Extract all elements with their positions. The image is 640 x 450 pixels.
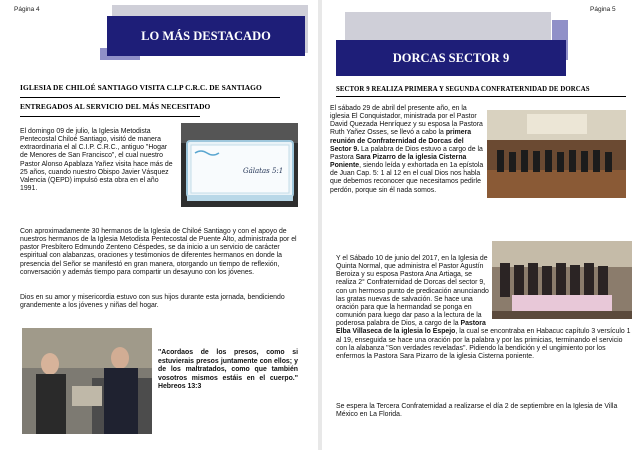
article-title: IGLESIA DE CHILOÉ SANTIAGO VISITA C.I.P C.R.C. DE SANTIAGO: [20, 83, 262, 92]
couple-illustration: [22, 328, 152, 434]
right-page: [322, 0, 640, 450]
left-page: [0, 0, 318, 450]
paragraph-text: , siendo leída y exhortada en 1a epístola de Juan Cap. 5: 1 al 12 en el cual Dios nos habla que debemos reconocer que necesitamos pedirle perdón, porque sin él nada somos.: [330, 162, 484, 194]
article-subtitle: ENTREGADOS AL SERVICIO DEL MÁS NECESITADO: [20, 102, 211, 111]
paragraph-bold: primera reunión de Confraternidad de Dorcas del Sector 9.: [330, 129, 472, 153]
article-paragraph: Dios en su amor y misericordia estuvo con sus hijos durante esta jornada, bendiciendo grandemente a los jóvenes y niñas del hogar.: [20, 294, 285, 310]
paragraph-bold: Sara Pizarro de la iglesia Cisterna Poniente: [330, 153, 467, 170]
page-number: Página 4: [14, 6, 40, 13]
paragraph-bold: Pastora Elba Villaseca de la iglesia lo Espejo: [336, 320, 486, 336]
article-paragraph: [336, 255, 632, 361]
subtitle-rule: [20, 116, 200, 117]
paragraph-text: , la cual se encontraba en Habacuc capítulo 3 versículo 1 al 19, enseguida se hace una oración por la palabra y por las primicias, terminando el servicio con la alabanza "Son verdades reveladas". Pidiendo la bendición y el ungimiento por los enfermos la Pastora Sara Pizarro de la iglesia Cisterna poniente.: [336, 328, 631, 360]
banner-title: LO MÁS DESTACADO: [107, 16, 305, 56]
banner-title: DORCAS SECTOR 9: [336, 40, 566, 76]
article-paragraph: El domingo 09 de julio, la Iglesia Metodista Pentecostal Chiloé Santiago, visitó de manera extraordinaria el al C.I.P. C.R.C., antiguo "Hogar de Menores de San Francisco", el cual nuestro Pastor Alonso Apablaza Yañez visita hace más de 25 años, cuando nuestro Obispo Javier Vásquez Valencia (QEPD) impulsó esta obra en el año 1991.: [20, 128, 173, 193]
article-paragraph: Con aproximadamente 30 hermanos de la Iglesia de Chiloé Santiago y con el apoyo de nuestros hermanos de la Iglesia Metodista Pentecostal de Puente Alto, administrada por el pastor Presbítero Edmundo Zenteno Céspedes, se da inicio a un servicio de carácter espiritual con alabanzas, oraciones y testimonios de diferentes hermanos en donde la presencia del Señor se manifestó en gran manera, otorgando un tiempo de reflexión, conversación y además tiempo para compartir un desayuno con los jóvenes.: [20, 228, 297, 276]
paragraph-text: El sábado 29 de abril del presente año, en la iglesia El Conquistador, ministrada por el Pastor David Quezada Henríquez y su esposa la Pastora Ruth Yañez Osses, se llevó a cabo la: [330, 105, 483, 137]
page-number: Página 5: [590, 6, 616, 13]
paragraph-text: Y el Sábado 10 de junio del 2017, en la Iglesia de Quinta Normal, que administra el Pastor Agustín Beroiza y su esposa Pastora Ana Artiaga, se realiza 2° Confraternidad de Dorcas del sector 9, con un hermoso punto de predicación anunciando las gratas nuevas de salvación. Se hace una oración para que la hermandad se ponga en comunión para luego dar paso a la lectura de la poderosa palabra de Dios, a cargo de la: [336, 255, 489, 328]
paragraph-text: La palabra de Dios estuvo a cargo de la Pastora: [330, 145, 483, 161]
article-paragraph: Se espera la Tercera Confratemidad a realizarse el día 2 de septiembre en la Iglesia de Villa México en La Florida.: [336, 403, 618, 419]
bible-quote: "Acordaos de los presos, como si estuvierais presos juntamente con ellos; y de los maltratados, como que también vosotros mismos estáis en el cuerpo." Hebreos 13:3: [158, 349, 298, 391]
cake-text: Gálatas 5:1: [243, 167, 284, 175]
cake-photo: [181, 123, 298, 207]
title-rule: [20, 97, 280, 98]
meeting-illustration: [487, 110, 626, 198]
article-title: SECTOR 9 REALIZA PRIMERA Y SEGUNDA CONFRATERNIDAD DE DORCAS: [336, 86, 590, 93]
cake-illustration: [181, 123, 298, 207]
couple-photo: [22, 328, 152, 434]
title-rule: [336, 96, 626, 97]
wrap-spacer: [490, 255, 632, 321]
dorcas-meeting-photo: [487, 110, 626, 198]
